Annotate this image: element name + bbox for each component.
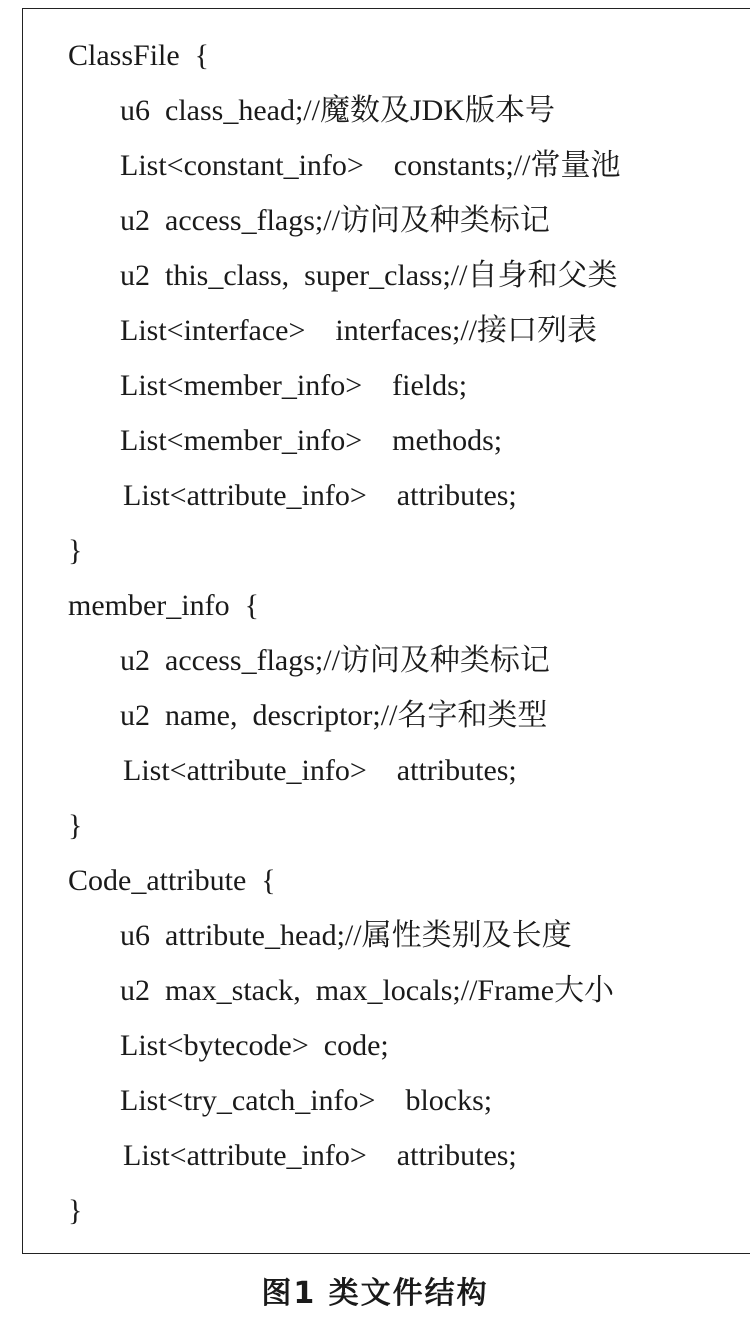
figure-caption: 图1 类文件结构 xyxy=(261,1276,489,1311)
code-line: List<attribute_info> attributes; xyxy=(123,1139,517,1172)
code-line-close-brace: } xyxy=(68,809,83,842)
code-line: List<try_catch_info> blocks; xyxy=(120,1084,493,1117)
code-line-classfile-open: ClassFile { xyxy=(68,39,210,72)
code-line: List<attribute_info> attributes; xyxy=(123,479,517,512)
code-line: u6 attribute_head;//属性类别及长度 xyxy=(120,919,572,952)
code-line-close-brace: } xyxy=(68,534,83,567)
code-line: List<constant_info> constants;//常量池 xyxy=(120,149,621,182)
code-line: u2 this_class, super_class;//自身和父类 xyxy=(120,259,618,292)
code-line: u2 access_flags;//访问及种类标记 xyxy=(120,644,550,677)
code-line: List<attribute_info> attributes; xyxy=(123,754,517,787)
code-line: List<bytecode> code; xyxy=(120,1029,389,1062)
code-line: List<member_info> fields; xyxy=(120,369,468,402)
code-line: u6 class_head;//魔数及JDK版本号 xyxy=(120,94,555,127)
code-line-close-brace: } xyxy=(68,1194,83,1227)
code-line: List<member_info> methods; xyxy=(120,424,503,457)
code-line-code-attribute-open: Code_attribute { xyxy=(68,864,276,897)
code-line: u2 access_flags;//访问及种类标记 xyxy=(120,204,550,237)
code-line: u2 max_stack, max_locals;//Frame大小 xyxy=(120,974,615,1007)
code-line: u2 name, descriptor;//名字和类型 xyxy=(120,699,548,732)
code-line: List<interface> interfaces;//接口列表 xyxy=(120,314,598,347)
code-line-member-info-open: member_info { xyxy=(68,589,260,622)
